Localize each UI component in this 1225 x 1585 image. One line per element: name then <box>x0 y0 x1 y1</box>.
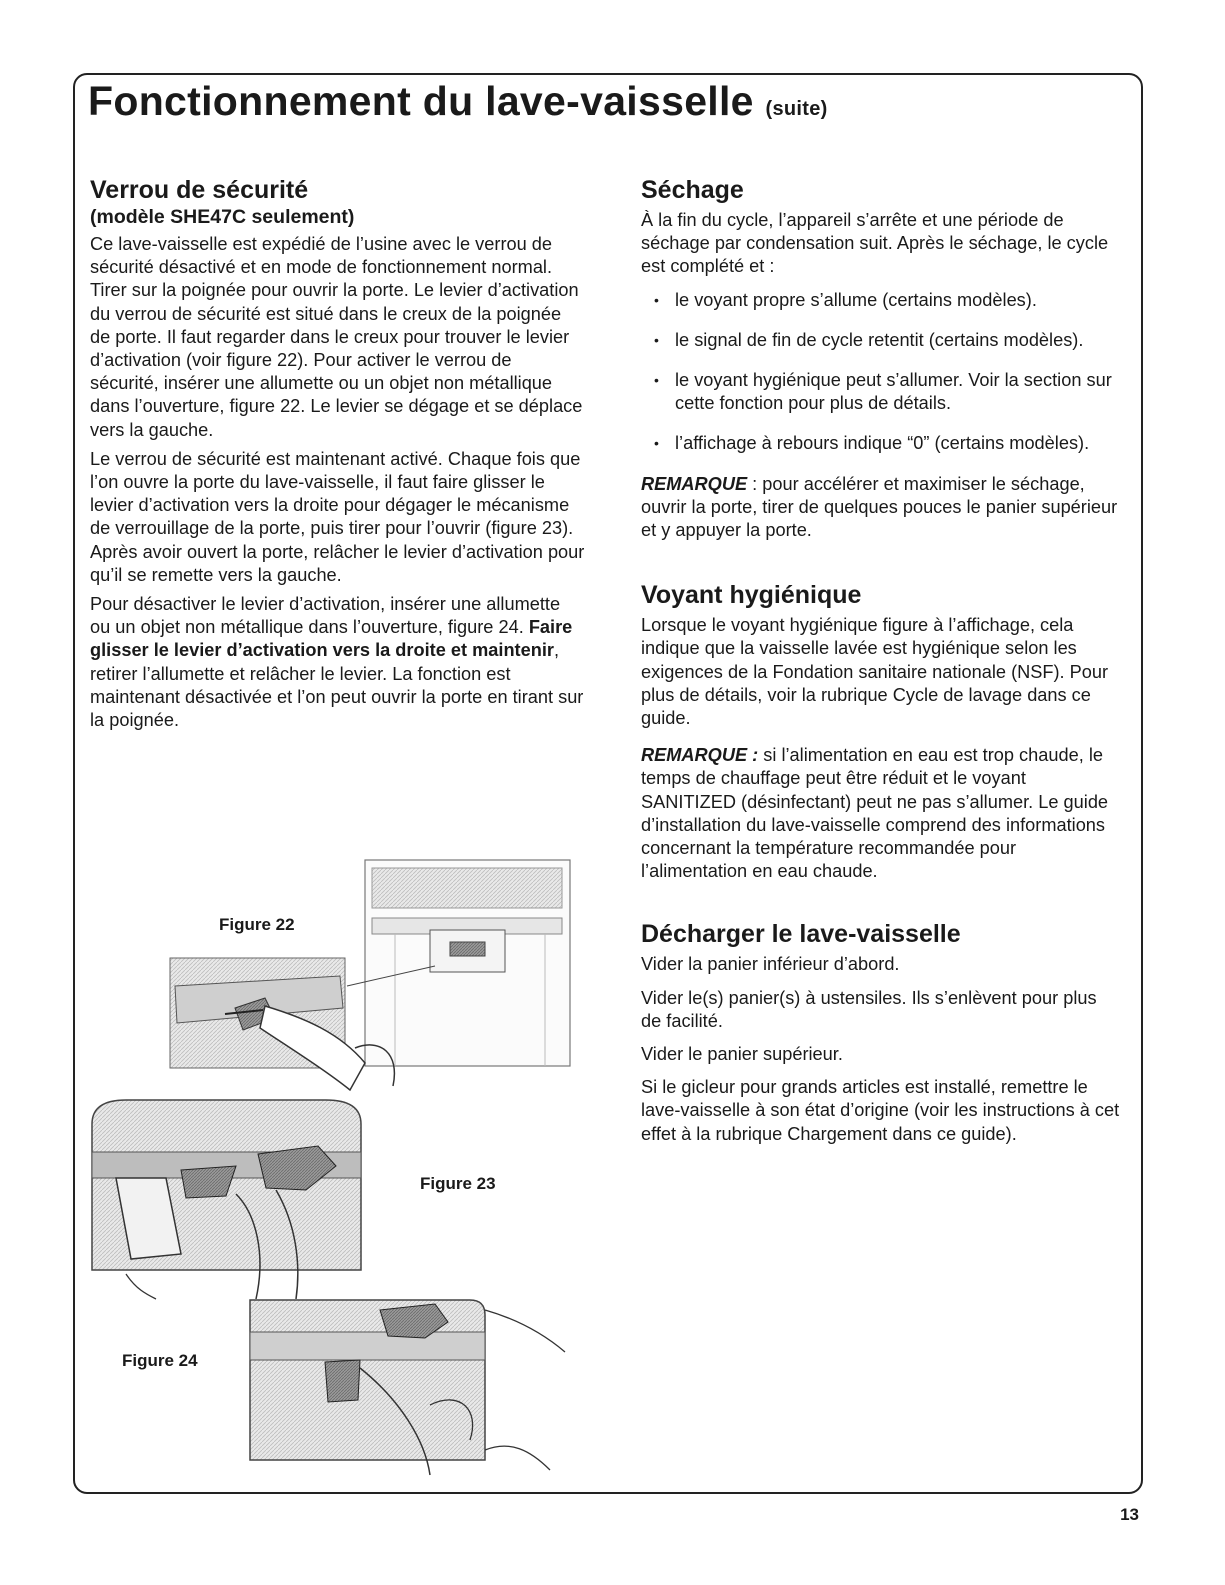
remark-label: REMARQUE : <box>641 745 759 766</box>
paragraph-voyant: Lorsque le voyant hygiénique figure à l’affichage, cela indique que la vaisselle lavée est hygiénique selon les exigences de la Fondation sanitaire nationale (NSF). Pour plus de détails, voir la rubrique Cycle de lavage dans ce guide. <box>641 615 1109 729</box>
figure-24-label: Figure 24 <box>122 1351 198 1370</box>
p3-bold-text: Faire glisser le levier d’activation vers la droite et maintenir <box>90 617 573 661</box>
p3-text-b: , retirer l’allumette et relâcher le levier. La fonction est maintenant désactivée et l’on peut ouvrir la porte en tirant sur la poignée. <box>90 640 584 731</box>
paragraph-decharger-1: Vider la panier inférieur d’abord. <box>641 954 900 975</box>
paragraph-sechage: À la fin du cycle, l’appareil s’arrête et une période de séchage par condensation suit. Après le séchage, le cycle est complété et : <box>641 210 1109 277</box>
figure-23-label: Figure 23 <box>420 1174 496 1193</box>
page-number: 13 <box>1120 1505 1139 1524</box>
paragraph-verrou-3 <box>90 593 585 732</box>
remark-text: si l’alimentation en eau est trop chaude, le temps de chauffage peut être réduit et le voyant SANITIZED (désinfectant) peut ne pas s’allumer. Le guide d’installation du lave-vaisselle comprend des informations concernant la température recommandée pour l’alimentation en eau chaude. <box>641 745 1109 882</box>
remark-label: REMARQUE <box>641 473 748 494</box>
section-heading-verrou: Verrou de sécurité <box>90 176 309 204</box>
remark-voyant <box>641 744 1121 883</box>
bullet-list-sechage <box>641 289 1121 456</box>
paragraph-verrou-2: Le verrou de sécurité est maintenant activé. Chaque fois que l’on ouvre la porte du lave-vaisselle, il faut faire glisser le levier d’activation vers la droite pour dégager le mécanisme de verrouillage de la porte, puis tirer pour l’ouvrir (figure 23). Après avoir ouvert la porte, relâcher le levier d’activation pour qu’il se remette vers la gauche. <box>90 448 585 585</box>
page-title <box>88 78 828 125</box>
right-column <box>641 175 1121 1146</box>
figure-23-illustration <box>86 1094 376 1304</box>
section-heading-decharger: Décharger le lave-vaisselle <box>641 920 961 949</box>
paragraph-decharger-2: Vider le(s) panier(s) à ustensiles. Ils s’enlèvent pour plus de facilité. <box>641 987 1097 1031</box>
paragraph-decharger-4: Si le gicleur pour grands articles est installé, remettre le lave-vaisselle à son état d’origine (voir les instructions à cet effet à la rubrique Chargement dans ce guide). <box>641 1077 1120 1144</box>
list-item: • le voyant hygiénique peut s’allumer. Voir la section sur cette fonction pour plus de détails. <box>641 369 1121 415</box>
figure-22-label: Figure 22 <box>219 915 295 934</box>
title-text: Fonctionnement du lave-vaisselle <box>88 78 754 124</box>
section-heading-sechage: Séchage <box>641 176 744 204</box>
section-heading-voyant: Voyant hygiénique <box>641 581 862 610</box>
list-item: • le voyant propre s’allume (certains modèles). <box>641 289 1121 312</box>
left-column <box>90 175 585 732</box>
remark-sechage <box>641 473 1121 543</box>
figure-22-illustration <box>165 858 575 1108</box>
paragraph-verrou-1: Ce lave-vaisselle est expédié de l’usine avec le verrou de sécurité désactivé et en mode de fonctionnement normal. Tirer sur la poignée pour ouvrir la porte. Le levier d’activation du verrou de sécurité est situé dans le creux de la poignée de porte. Il faut regarder dans le creux pour trouver le levier d’activation (voir figure 22). Pour activer le verrou de sécurité, insérer une allumette ou un objet non métallique dans l’ouverture, figure 22. Le levier se dégage et se déplace vers la gauche. <box>90 234 583 440</box>
list-item: • l’affichage à rebours indique “0” (certains modèles). <box>641 432 1121 455</box>
paragraph-decharger-3: Vider le panier supérieur. <box>641 1044 843 1065</box>
remark-text: : pour accélérer et maximiser le séchage, ouvrir la porte, tirer de quelques pouces le panier supérieur et y appuyer la porte. <box>641 473 1118 541</box>
figure-24-illustration <box>230 1290 570 1480</box>
p3-text-a: Pour désactiver le levier d’activation, insérer une allumette ou un objet non métallique dans l’ouverture, figure 24. <box>90 594 561 638</box>
title-suffix: (suite) <box>765 98 828 120</box>
list-item: • le signal de fin de cycle retentit (certains modèles). <box>641 329 1121 352</box>
section-subheading-model: (modèle SHE47C seulement) <box>90 206 355 228</box>
